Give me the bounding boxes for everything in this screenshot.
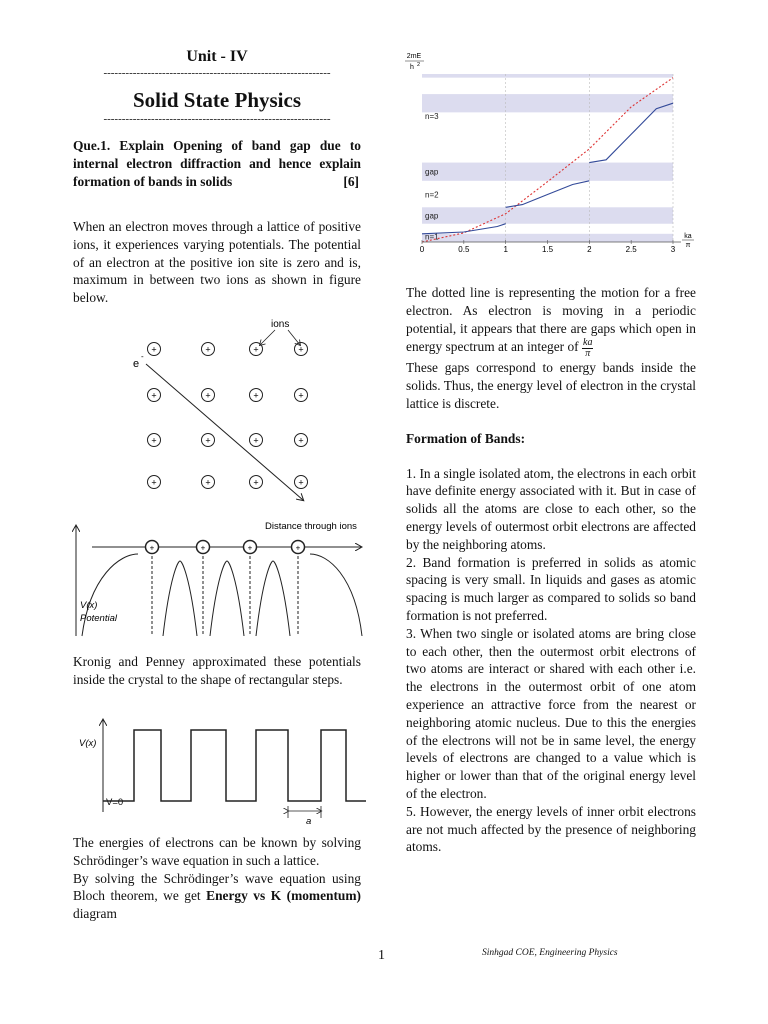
para-1 [73,218,361,307]
item-2: 2. Band formation is preferred in solids as atomic spacing is very small. In liquids and gases as atomic spacing is much larger as compared to solids so band formation is not preferred. [406,554,696,623]
potential-ion-3 [292,541,305,554]
svg-text:+: + [298,435,304,446]
item-5: 5. However, the energy levels of inner orbit electrons are not much affected by the presence of neighboring atoms. [406,803,696,855]
kp-step-potential [103,730,366,801]
svg-text:+: + [205,435,211,446]
ion-1-3 [295,389,308,402]
right-para-1 [406,284,696,856]
gap-band-4 [422,74,673,78]
kp-a-label: a [306,816,312,825]
svg-text:+: + [151,390,157,401]
y-label-den: h [410,64,414,71]
ion-0-2 [250,343,263,356]
ion-grid [148,343,308,489]
electron-path-arrow [146,364,303,500]
right-para-1-text: The dotted line is representing the motion for a free electron. As electron is moving in a periodic potential, it appears that there are gaps which open in energy spectrum at an integer of [406,285,696,355]
svg-text:+: + [149,543,155,553]
svg-text:+: + [151,477,157,488]
ion-3-3 [295,476,308,489]
question-text: Que.1. Explain Opening of band gap due to internal electron diffraction and hence explain formation of bands in solids [73,138,361,189]
para-4-end: diagram [73,906,117,922]
potential-figure [70,516,370,638]
ion-0-0 [148,343,161,356]
x-tick-1: 0.5 [458,245,470,254]
potential-ion-0 [146,541,159,554]
ion-1-1 [202,389,215,402]
svg-text:+: + [247,543,253,553]
ka-over-pi: $\frac{ka}{\pi}$ [583,337,593,360]
left-header [73,47,361,125]
ions-lattice-figure [120,312,340,507]
svg-text:+: + [151,435,157,446]
svg-text:+: + [205,477,211,488]
x-tick-2: 1 [503,245,508,254]
para-2 [73,653,361,689]
kronig-penney-figure [76,710,366,825]
gap-band-2 [422,163,673,181]
svg-text:+: + [253,390,259,401]
kp-v0-label: V=0 [106,797,124,808]
question [73,137,361,190]
electron-label: e [133,358,140,370]
para-3 [73,834,361,923]
potential-label: Potential [80,613,117,624]
footer-source: Sinhgad COE, Engineering Physics [482,948,618,958]
potential-ion-1 [197,541,210,554]
para-2-text: Kronig and Penney approximated these potentials inside the crystal to the shape of rectangular steps. [73,654,361,687]
para-4-start: By solving the Schrödinger’s wave equation using Bloch theorem, we get [73,870,361,904]
x-tick-4: 2 [587,245,592,254]
svg-text:+: + [298,390,304,401]
ion-3-1 [202,476,215,489]
svg-text:+: + [298,477,304,488]
svg-text:+: + [151,344,157,355]
x-tick-6: 3 [670,245,676,254]
formation-heading: Formation of Bands: [406,430,526,446]
item-1: 1. In a single isolated atom, the electrons in each orbit have definite energy associated with it. But in case of solids all the atoms are close to each other, so the energy levels of outermost orbit electrons are affected by the neighboring atoms. [406,465,696,552]
x-label-den: π [685,242,691,249]
para-3-text: The energies of electrons can be known by solving Schrödinger’s wave equation in such a lattice. [73,835,361,868]
ion-1-0 [148,389,161,402]
y-label-sup: 2 [417,62,421,68]
distance-label: Distance through ions [265,521,357,532]
ion-3-0 [148,476,161,489]
gap-band-3 [422,94,673,112]
page-title: Solid State Physics [132,88,302,112]
svg-text:+: + [253,344,259,355]
svg-text:+: + [253,477,259,488]
ion-2-0 [148,434,161,447]
band-label-4: n=3 [425,112,439,121]
x-tick-5: 2.5 [625,245,637,254]
band-label-3: gap [425,167,439,177]
ion-2-2 [250,434,263,447]
ion-1-2 [250,389,263,402]
svg-text:+: + [200,543,206,553]
para-4 [73,870,361,923]
y-label-num: 2mE [406,53,422,60]
x-tick-0: 0 [419,245,425,254]
ions-label: ions [271,319,290,330]
question-marks: [6] [343,173,359,189]
band-label-0: n=1 [425,232,439,242]
item-3: 3. When two single or isolated atoms are bring close to each other, then the outermost orbit electrons of two atoms are interact or shared with each other i.e. the electrons in the outermost orbit of one atom experience an attractive force from the nearest or neighboring atomic nucleus. Due to this the energies of the electrons will not be in same level, the energy levels of electrons are changed to a value which is higher or lower than that of the original energy level of the electron. [406,625,696,801]
ion-0-3 [295,343,308,356]
vx-label: V(x) [80,600,98,611]
para-1-text: When an electron moves through a lattice of positive ions, it experiences varying potentials. The potential of an electron at the positive ion site is zero and is, maximum in between two ions as shown in figure below. [73,219,361,306]
svg-text:+: + [205,390,211,401]
potential-ion-2 [244,541,257,554]
dash-line-2: -------------------------------------------------------------- [103,113,331,125]
svg-text:+: + [253,435,259,446]
right-para-2: These gaps correspond to energy bands inside the solids. Thus, the energy level of electron in the crystal lattice is discrete. [406,360,696,411]
band-diagram-chart [392,46,702,266]
para-4-bold: Energy vs K (momentum) [206,888,361,904]
svg-text:+: + [298,344,304,355]
ion-2-3 [295,434,308,447]
kp-vx-label: V(x) [79,738,97,749]
svg-text:+: + [205,344,211,355]
unit-heading: Unit - IV [186,48,248,65]
dash-line-1: -------------------------------------------------------------- [103,67,331,79]
series-2 [506,181,590,208]
ion-3-2 [250,476,263,489]
x-tick-3: 1.5 [541,245,554,254]
page-number: 1 [378,948,385,963]
ion-0-1 [202,343,215,356]
band-label-1: gap [425,211,439,221]
band-label-2: n=2 [425,190,439,200]
svg-text:+: + [295,543,301,553]
x-label-num: ka [684,233,692,240]
electron-charge: - [141,352,144,361]
gap-band-1 [422,207,673,223]
ion-2-1 [202,434,215,447]
